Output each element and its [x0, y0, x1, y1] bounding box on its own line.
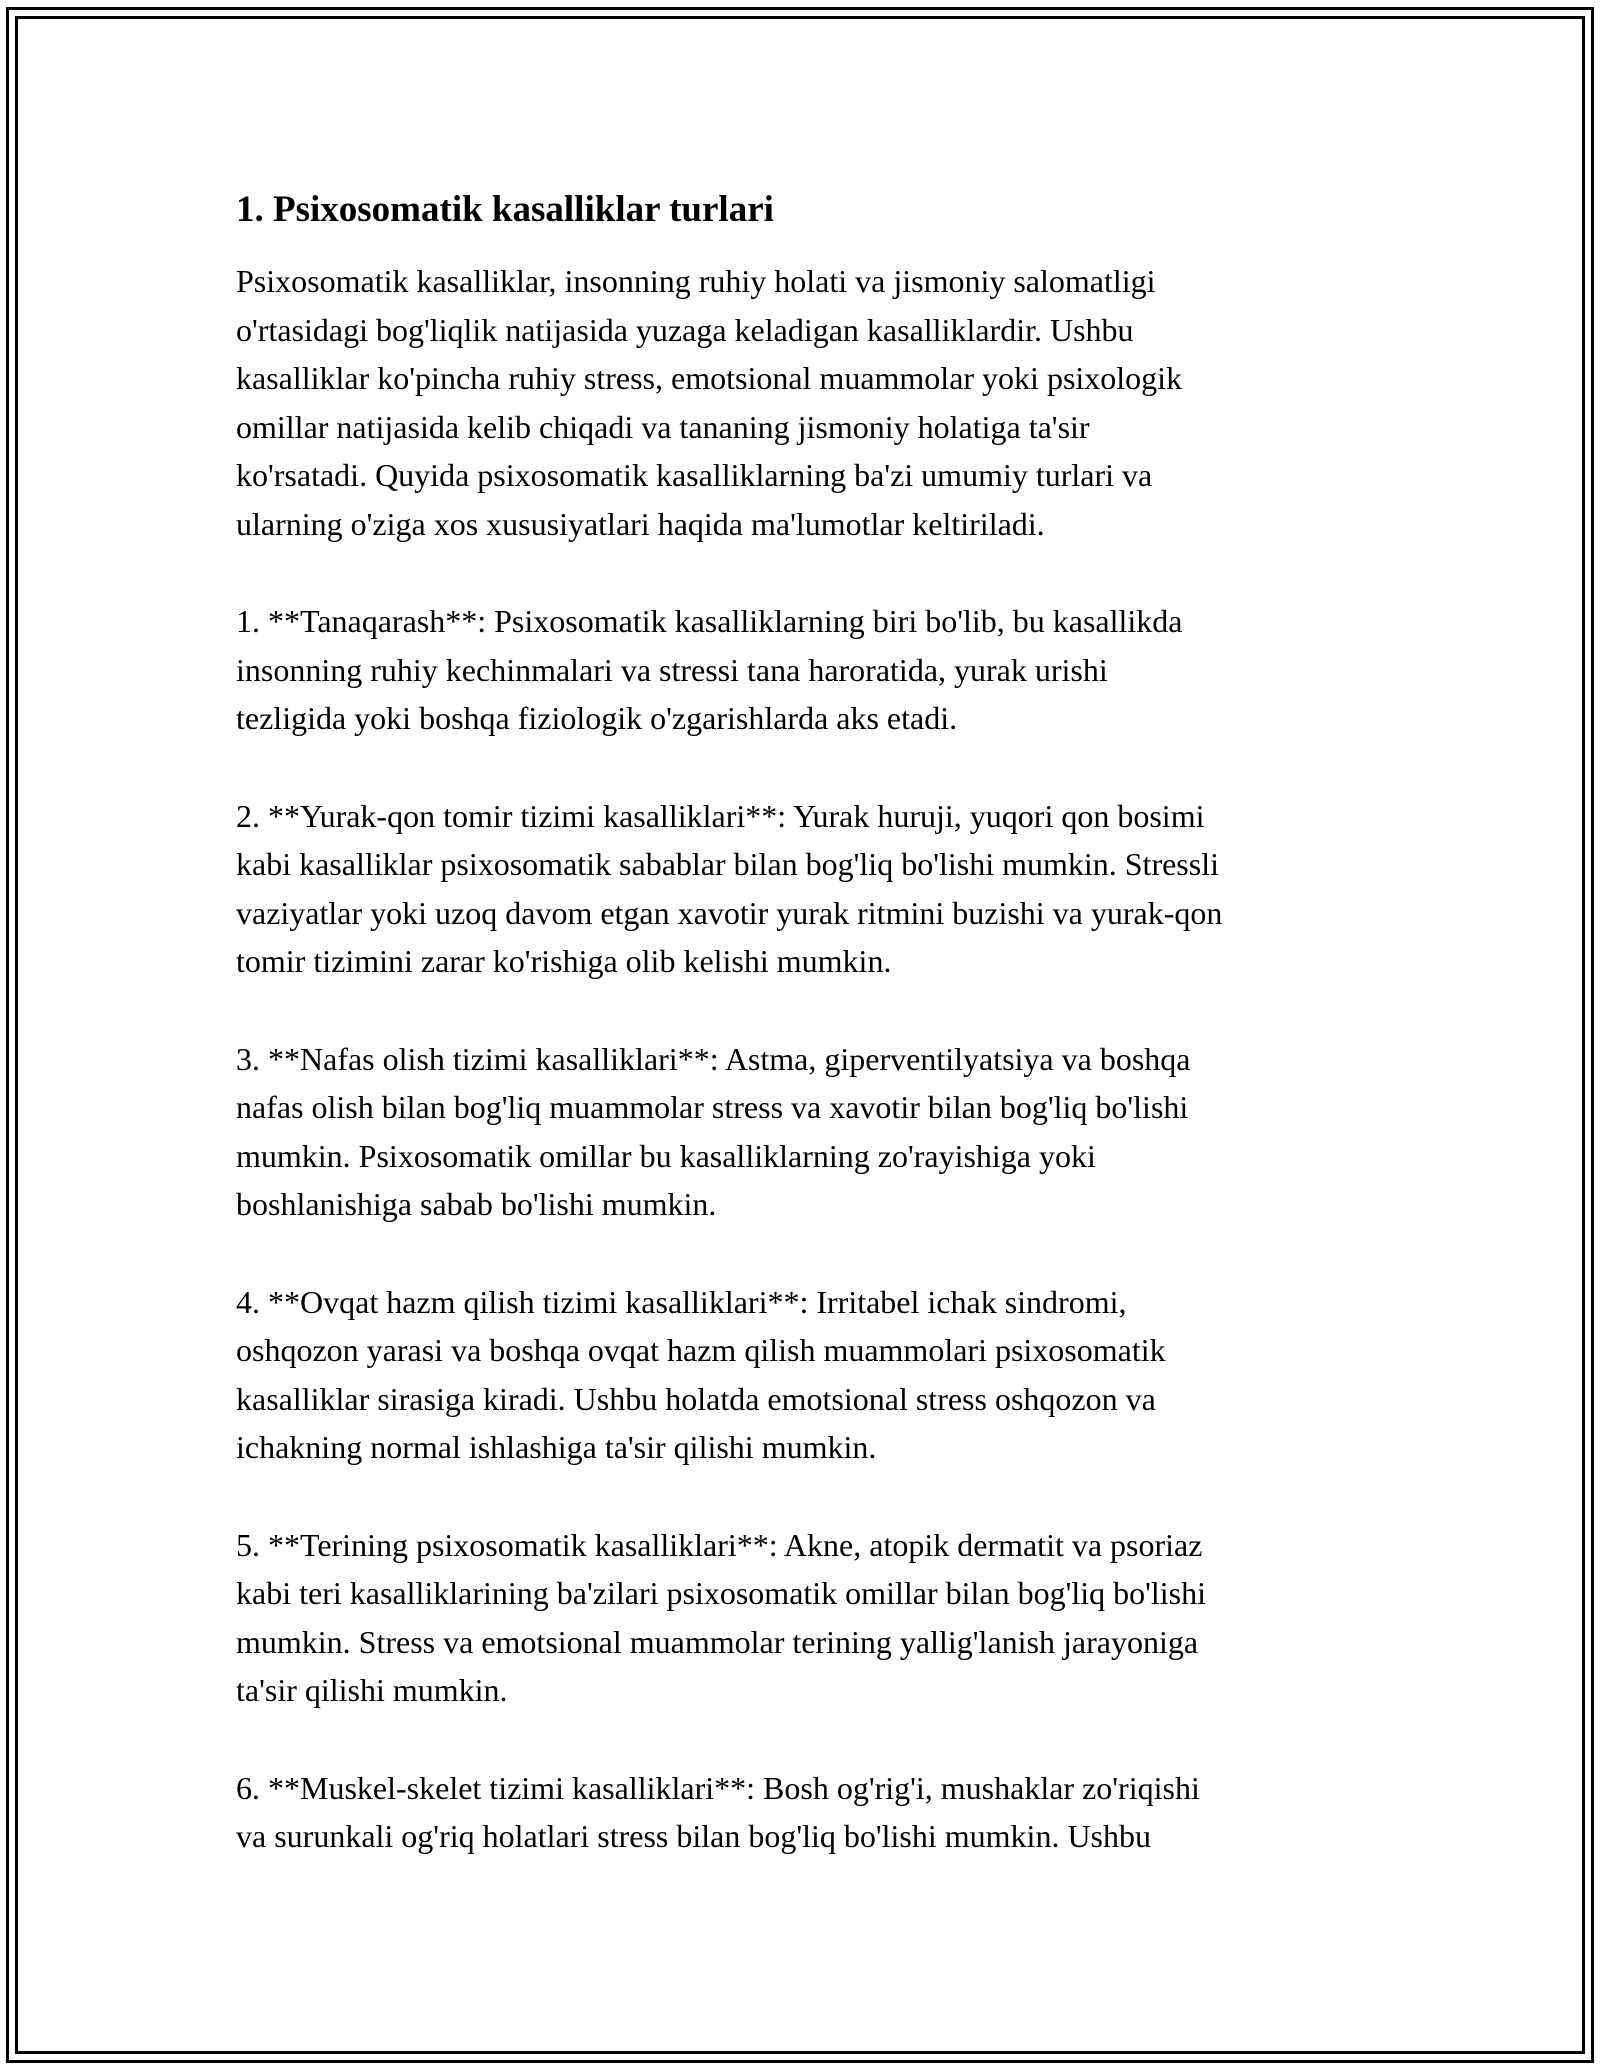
- list-item-2: 2. **Yurak-qon tomir tizimi kasalliklari**: Yurak huruji, yuqori qon bosimi kabi kasalliklar psixosomatik sabablar bilan bog'liq bo'lishi mumkin. Stressli vaziyatlar yoki uzoq davom etgan xavotir yurak ritmini buzishi va yurak-qon tomir tizimini zarar ko'rishiga olib kelishi mumkin.: [236, 797, 1223, 979]
- list-item-4: 4. **Ovqat hazm qilish tizimi kasalliklari**: Irritabel ichak sindromi, oshqozon yarasi va boshqa ovqat hazm qilish muammolari psixosomatik kasalliklar sirasiga kiradi. Ushbu holatda emotsional stress oshqozon va ichakning normal ishlashiga ta'sir qilishi mumkin.: [236, 1283, 1166, 1465]
- list-item-5: 5. **Terining psixosomatik kasalliklari**: Akne, atopik dermatit va psoriaz kabi teri kasalliklarining ba'zilari psixosomatik omillar bilan bog'liq bo'lishi mumkin. Stress va emotsional muammolar terining yallig'lanish jarayoniga ta'sir qilishi mumkin.: [236, 1526, 1207, 1708]
- list-item-3: 3. **Nafas olish tizimi kasalliklari**: Astma, giperventilyatsiya va boshqa nafas olish bilan bog'liq muammolar stress va xavotir bilan bog'liq bo'lishi mumkin. Psixosomatik omillar bu kasalliklarning zo'rayishiga yoki boshlanishiga sabab bo'lishi mumkin.: [236, 1040, 1191, 1222]
- list-item-1: 1. **Tanaqarash**: Psixosomatik kasalliklarning biri bo'lib, bu kasallikda insonning ruhiy kechinmalari va stressi tana haroratida, yurak urishi tezligida yoki boshqa fiziologik o'zgarishlarda aks etadi.: [236, 603, 1183, 736]
- list-item-6: 6. **Muskel-skelet tizimi kasalliklari**: Bosh og'rig'i, mushaklar zo'riqishi va surunkali og'riq holatlari stress bilan bog'liq bo'lishi mumkin. Ushbu: [236, 1769, 1200, 1854]
- document-body: [236, 186, 1376, 1910]
- section-heading: 1. Psixosomatik kasalliklar turlari: [236, 189, 774, 230]
- intro-paragraph: Psixosomatik kasalliklar, insonning ruhiy holati va jismoniy salomatligi o'rtasidagi bog'liqlik natijasida yuzaga keladigan kasalliklardir. Ushbu kasalliklar ko'pincha ruhiy stress, emotsional muammolar yoki psixologik omillar natijasida kelib chiqadi va tananing jismoniy holatiga ta'sir ko'rsatadi. Quyida psixosomatik kasalliklarning ba'zi umumiy turlari va ularning o'ziga xos xususiyatlari haqida ma'lumotlar keltiriladi.: [236, 263, 1183, 542]
